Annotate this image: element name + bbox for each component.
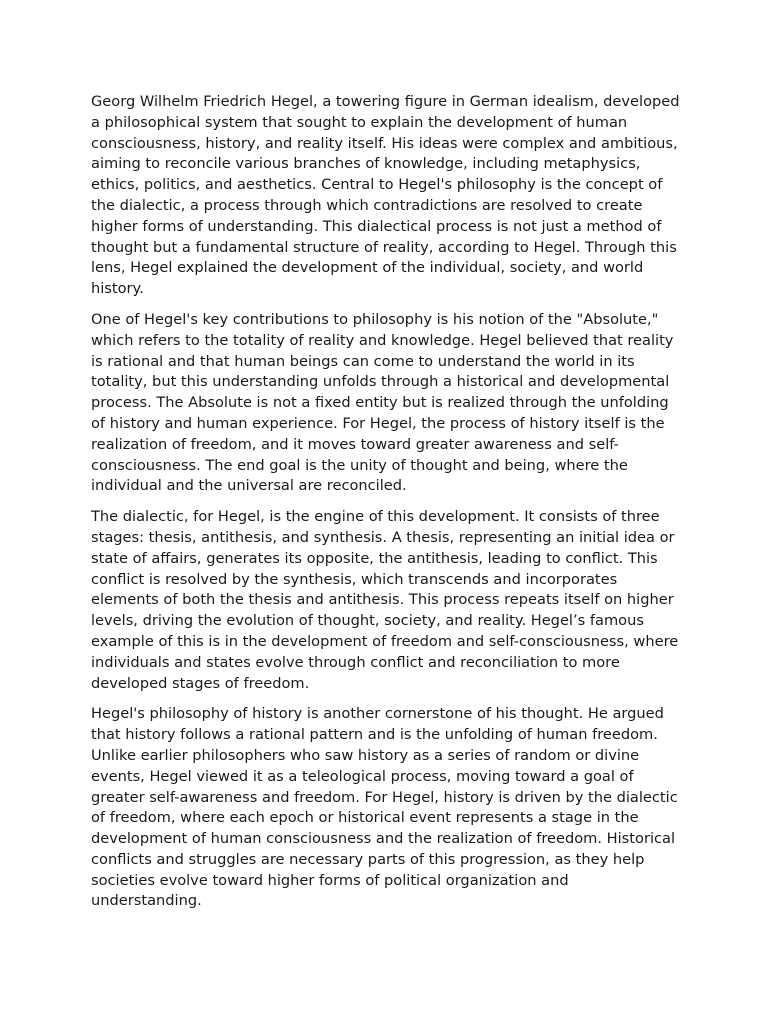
document-body (91, 92, 683, 922)
paragraph-3: The dialectic, for Hegel, is the engine of this development. It consists of three stages: thesis, antithesis, and synthesis. A thesis, representing an initial idea or state of affairs, generates its opposite, the antithesis, leading to conflict. This conflict is resolved by the synthesis, which transcends and incorporates elements of both the thesis and antithesis. This process repeats itself on higher levels, driving the evolution of thought, society, and reality. Hegel’s famous example of this is in the development of freedom and self-consciousness, where individuals and states evolve through conflict and reconciliation to more developed stages of freedom. (91, 508, 679, 692)
paragraph-2: One of Hegel's key contributions to philosophy is his notion of the "Absolute," which refers to the totality of reality and knowledge. Hegel believed that reality is rational and that human beings can come to understand the world in its totality, but this understanding unfolds through a historical and developmental process. The Absolute is not a fixed entity but is realized through the unfolding of history and human experience. For Hegel, the process of history itself is the realization of freedom, and it moves toward greater awareness and self-consciousness. The end goal is the unity of thought and being, where the individual and the universal are reconciled. (91, 310, 674, 495)
paragraph-1: Georg Wilhelm Friedrich Hegel, a towering figure in German idealism, developed a philosophical system that sought to explain the development of human consciousness, history, and reality itself. His ideas were complex and ambitious, aiming to reconcile various branches of knowledge, including metaphysics, ethics, politics, and aesthetics. Central to Hegel's philosophy is the concept of the dialectic, a process through which contradictions are resolved to create higher forms of understanding. This dialectical process is not just a method of thought but a fundamental structure of reality, according to Hegel. Through this lens, Hegel explained the development of the individual, society, and world history. (91, 93, 680, 298)
paragraph-4: Hegel's philosophy of history is another cornerstone of his thought. He argued that history follows a rational pattern and is the unfolding of human freedom. Unlike earlier philosophers who saw history as a series of random or divine events, Hegel viewed it as a teleological process, moving toward a goal of greater self-awareness and freedom. For Hegel, history is driven by the dialectic of freedom, where each epoch or historical event represents a stage in the development of human consciousness and the realization of freedom. Historical conflicts and struggles are necessary parts of this progression, as they help societies evolve toward higher forms of political organization and understanding. (91, 705, 678, 910)
